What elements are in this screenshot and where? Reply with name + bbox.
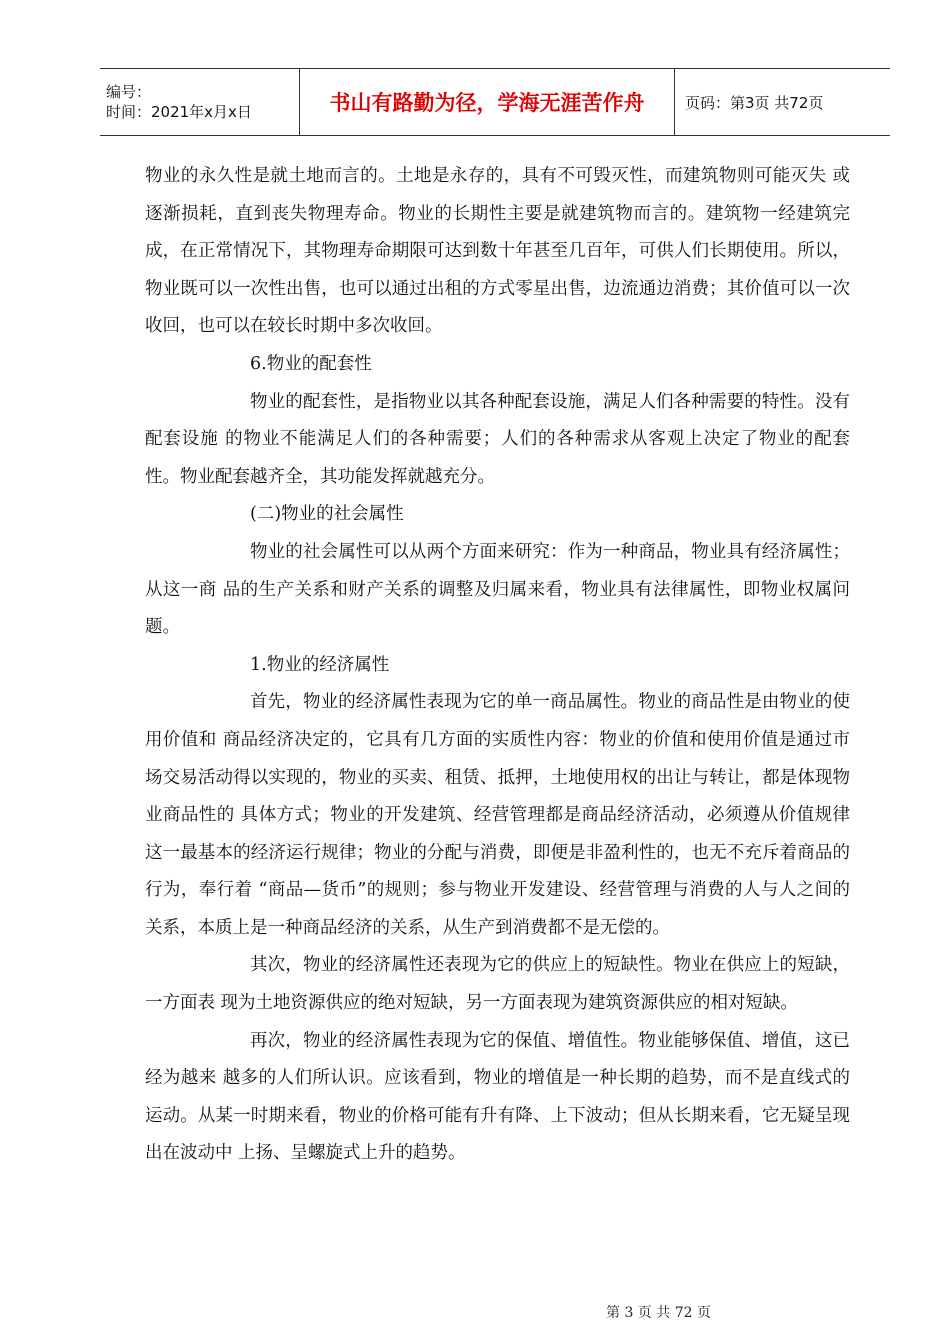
paragraph: 物业的社会属性可以从两个方面来研究：作为一种商品，物业具有经济属性；从这一商 品的生产关系和财产关系的调整及归属来看，物业具有法律属性，即物业权属问题。 [145, 541, 850, 638]
paragraph: 物业的配套性，是指物业以其各种配套设施，满足人们各种需要的特性。没有配套设施 的物业不能满足人们的各种需要；人们的各种需求从客观上决定了物业的配套性。物业配套越齐全，其功能发挥就越充分。 [145, 391, 850, 487]
paragraph: 首先，物业的经济属性表现为它的单一商品属性。物业的商品性是由物业的使用价值和 商品经济决定的，它具有几方面的实质性内容：物业的价值和使用价值是通过市场交易活动得以实现的，物业的买卖、租赁、抵押，土地使用权的出让与转让，都是体现物业商品性的 具体方式；物业的开发建筑、经营管理都是商品经济活动，必须遵从价值规律这一最基本的经济运行规律；物业的分配与消费，即便是非盈利性的，也无不充斥着商品的行为，奉行着 “商品—货币”的规则；参与物业开发建设、经营管理与消费的人与人之间的关系，本质上是一种商品经济的关系，从生产到消费都不是无偿的。 [145, 692, 850, 938]
section-heading: 1.物业的经济属性 [250, 654, 390, 675]
header-page-info: 页码：第3页 共72页 [685, 93, 824, 112]
paragraph: 再次，物业的经济属性表现为它的保值、增值性。物业能够保值、增值，这已经为越来 越多的人们所认识。应该看到，物业的增值是一种长期的趋势，而不是直线式的运动。从某一时期来看，物业的价格可能有升有降、上下波动；但从长期来看，它无疑呈现出在波动中 上扬、呈螺旋式上升的趋势。 [145, 1030, 850, 1164]
header-motto: 书山有路勤为径，学海无涯苦作舟 [300, 69, 675, 135]
serial-label: 编号： [106, 83, 152, 101]
section-heading: 6.物业的配套性 [250, 353, 372, 374]
paragraph-continued: 物业的永久性是就土地而言的。土地是永存的，具有不可毁灭性，而建筑物则可能灭失 或逐渐损耗，直到丧失物理寿命。物业的长期性主要是就建筑物而言的。建筑物一经建筑完成，在正常情况下，其物理寿命期限可达到数十年甚至几百年，可供人们长期使用。所以， 物业既可以一次性出售，也可以通过出租的方式零星出售，边流通边消费；其价值可以一次收回，也可以在较长时期中多次收回。 [145, 166, 850, 337]
page-header [100, 68, 890, 136]
section-heading: (二)物业的社会属性 [250, 504, 404, 525]
date-label: 时间：2021年x月x日 [106, 103, 252, 121]
header-meta [100, 69, 300, 135]
paragraph: 其次，物业的经济属性还表现为它的供应上的短缺性。物业在供应上的短缺，一方面表 现为土地资源供应的绝对短缺，另一方面表现为建筑资源供应的相对短缺。 [145, 955, 850, 1014]
page-footer: 第 3 页 共 72 页 [606, 1305, 711, 1321]
document-body [145, 158, 850, 1173]
